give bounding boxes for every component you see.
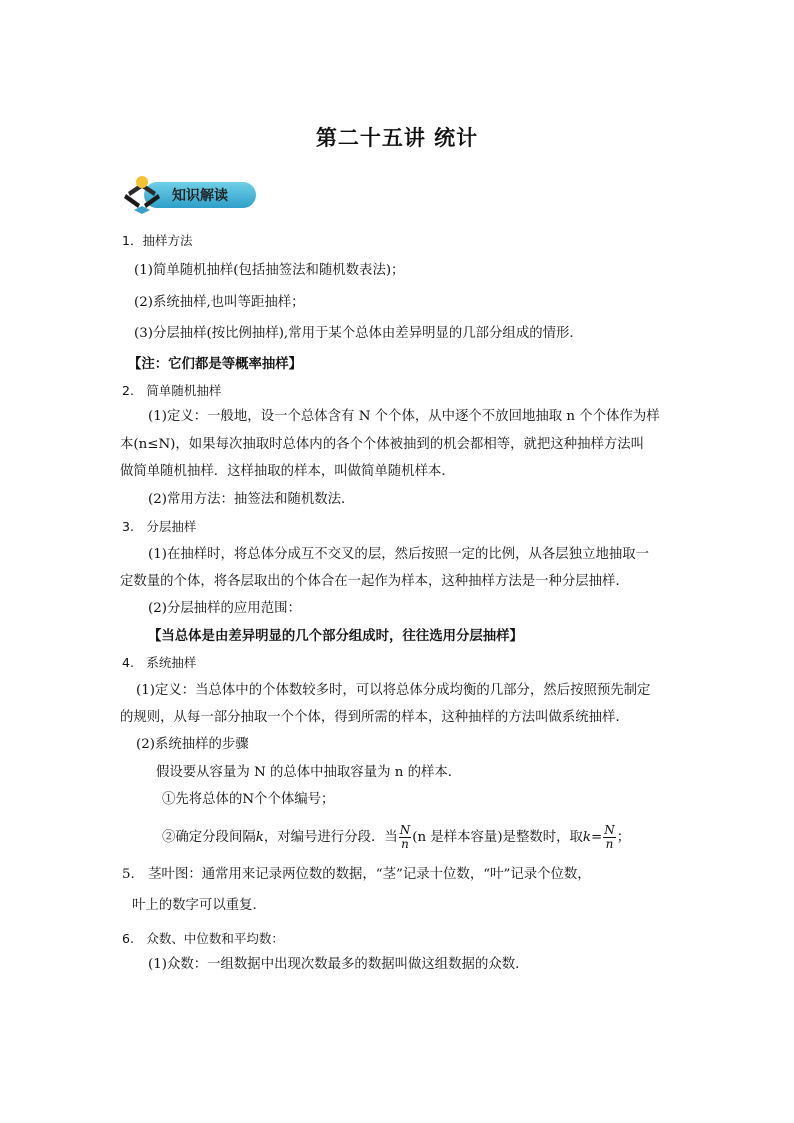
section-badge xyxy=(118,172,258,216)
s4-heading: 4. 系统抽样 xyxy=(122,655,197,670)
s2-def-line2: 本(n≤N)，如果每次抽取时总体内的各个个体被抽到的机会都相等，就把这种抽样方法叫 xyxy=(120,437,645,452)
s4-step2-eq: = xyxy=(591,830,603,845)
s4-step2-end: ； xyxy=(616,830,631,845)
s4-step2-a: ②确定分段间隔 xyxy=(162,830,256,845)
s2-methods: (2)常用方法：抽签法和随机数法． xyxy=(148,492,355,507)
badge-label: 知识解读 xyxy=(172,188,228,204)
s4-step2 xyxy=(162,824,630,851)
s3-scope: (2)分层抽样的应用范围： xyxy=(148,601,301,616)
s4-step2-b: ，对编号进行分段．当 xyxy=(263,830,398,845)
s1-note: 【注：它们都是等概率抽样】 xyxy=(128,356,303,372)
s4-def-line1: (1)定义：当总体中的个体数较多时，可以将总体分成均衡的几部分，然后按照预先制定 xyxy=(136,683,651,698)
s3-def-line1: (1)在抽样时，将总体分成互不交叉的层，然后按照一定的比例，从各层独立地抽取一 xyxy=(148,547,650,562)
s1-item1: (1)简单随机抽样(包括抽签法和随机数表法)； xyxy=(134,263,405,278)
frac2-denominator: n xyxy=(605,837,614,851)
s4-step2-k: k xyxy=(255,830,264,845)
s1-item3: (3)分层抽样(按比例抽样),常用于某个总体由差异明显的几部分组成的情形. xyxy=(134,326,574,341)
fraction-N-over-n-2 xyxy=(603,824,616,851)
s6-item1: (1)众数：一组数据中出现次数最多的数据叫做这组数据的众数. xyxy=(148,957,520,972)
s1-heading: 1．抽样方法 xyxy=(122,233,193,248)
fraction-N-over-n xyxy=(399,824,412,851)
s4-def-line2: 的规则，从每一部分抽取一个个体，得到所需的样本，这种抽样的方法叫做系统抽样． xyxy=(120,710,629,725)
frac-numerator: N xyxy=(399,823,411,837)
s4-step2-k2: k xyxy=(582,830,592,845)
s2-def-line3: 做简单随机抽样．这样抽取的样本，叫做简单随机样本． xyxy=(120,464,455,479)
s4-assume: 假设要从容量为 N 的总体中抽取容量为 n 的样本． xyxy=(156,765,462,780)
page-title: 第二十五讲 统计 xyxy=(315,126,479,150)
frac-denominator: n xyxy=(401,837,409,851)
s1-item2: (2)系统抽样,也叫等距抽样； xyxy=(134,295,305,310)
s2-heading: 2. 简单随机抽样 xyxy=(122,383,222,398)
s3-heading: 3. 分层抽样 xyxy=(122,519,197,534)
s5-line1: 5. 茎叶图：通常用来记录两位数的数据，“茎”记录十位数，“叶”记录个位数， xyxy=(122,867,591,882)
s4-step2-c: (n 是样本容量)是整数时，取 xyxy=(412,830,583,845)
s3-note: 【当总体是由差异明显的几个部分组成时，往往选用分层抽样】 xyxy=(148,628,523,644)
s6-heading: 6. 众数、中位数和平均数： xyxy=(122,931,284,946)
s5-line2: 叶上的数字可以重复. xyxy=(132,898,257,913)
s2-def-line1: (1)定义：一般地，设一个总体含有 N 个个体，从中逐个不放回地抽取 n 个个体作为样 xyxy=(148,409,660,424)
s3-def-line2: 定数量的个体，将各层取出的个体合在一起作为样本，这种抽样方法是一种分层抽样． xyxy=(120,574,629,589)
s4-step1: ①先将总体的N个个体编号； xyxy=(162,792,335,807)
frac2-numerator: N xyxy=(604,823,615,837)
s4-steps: (2)系统抽样的步骤 xyxy=(136,737,249,752)
book-icon xyxy=(118,172,166,216)
